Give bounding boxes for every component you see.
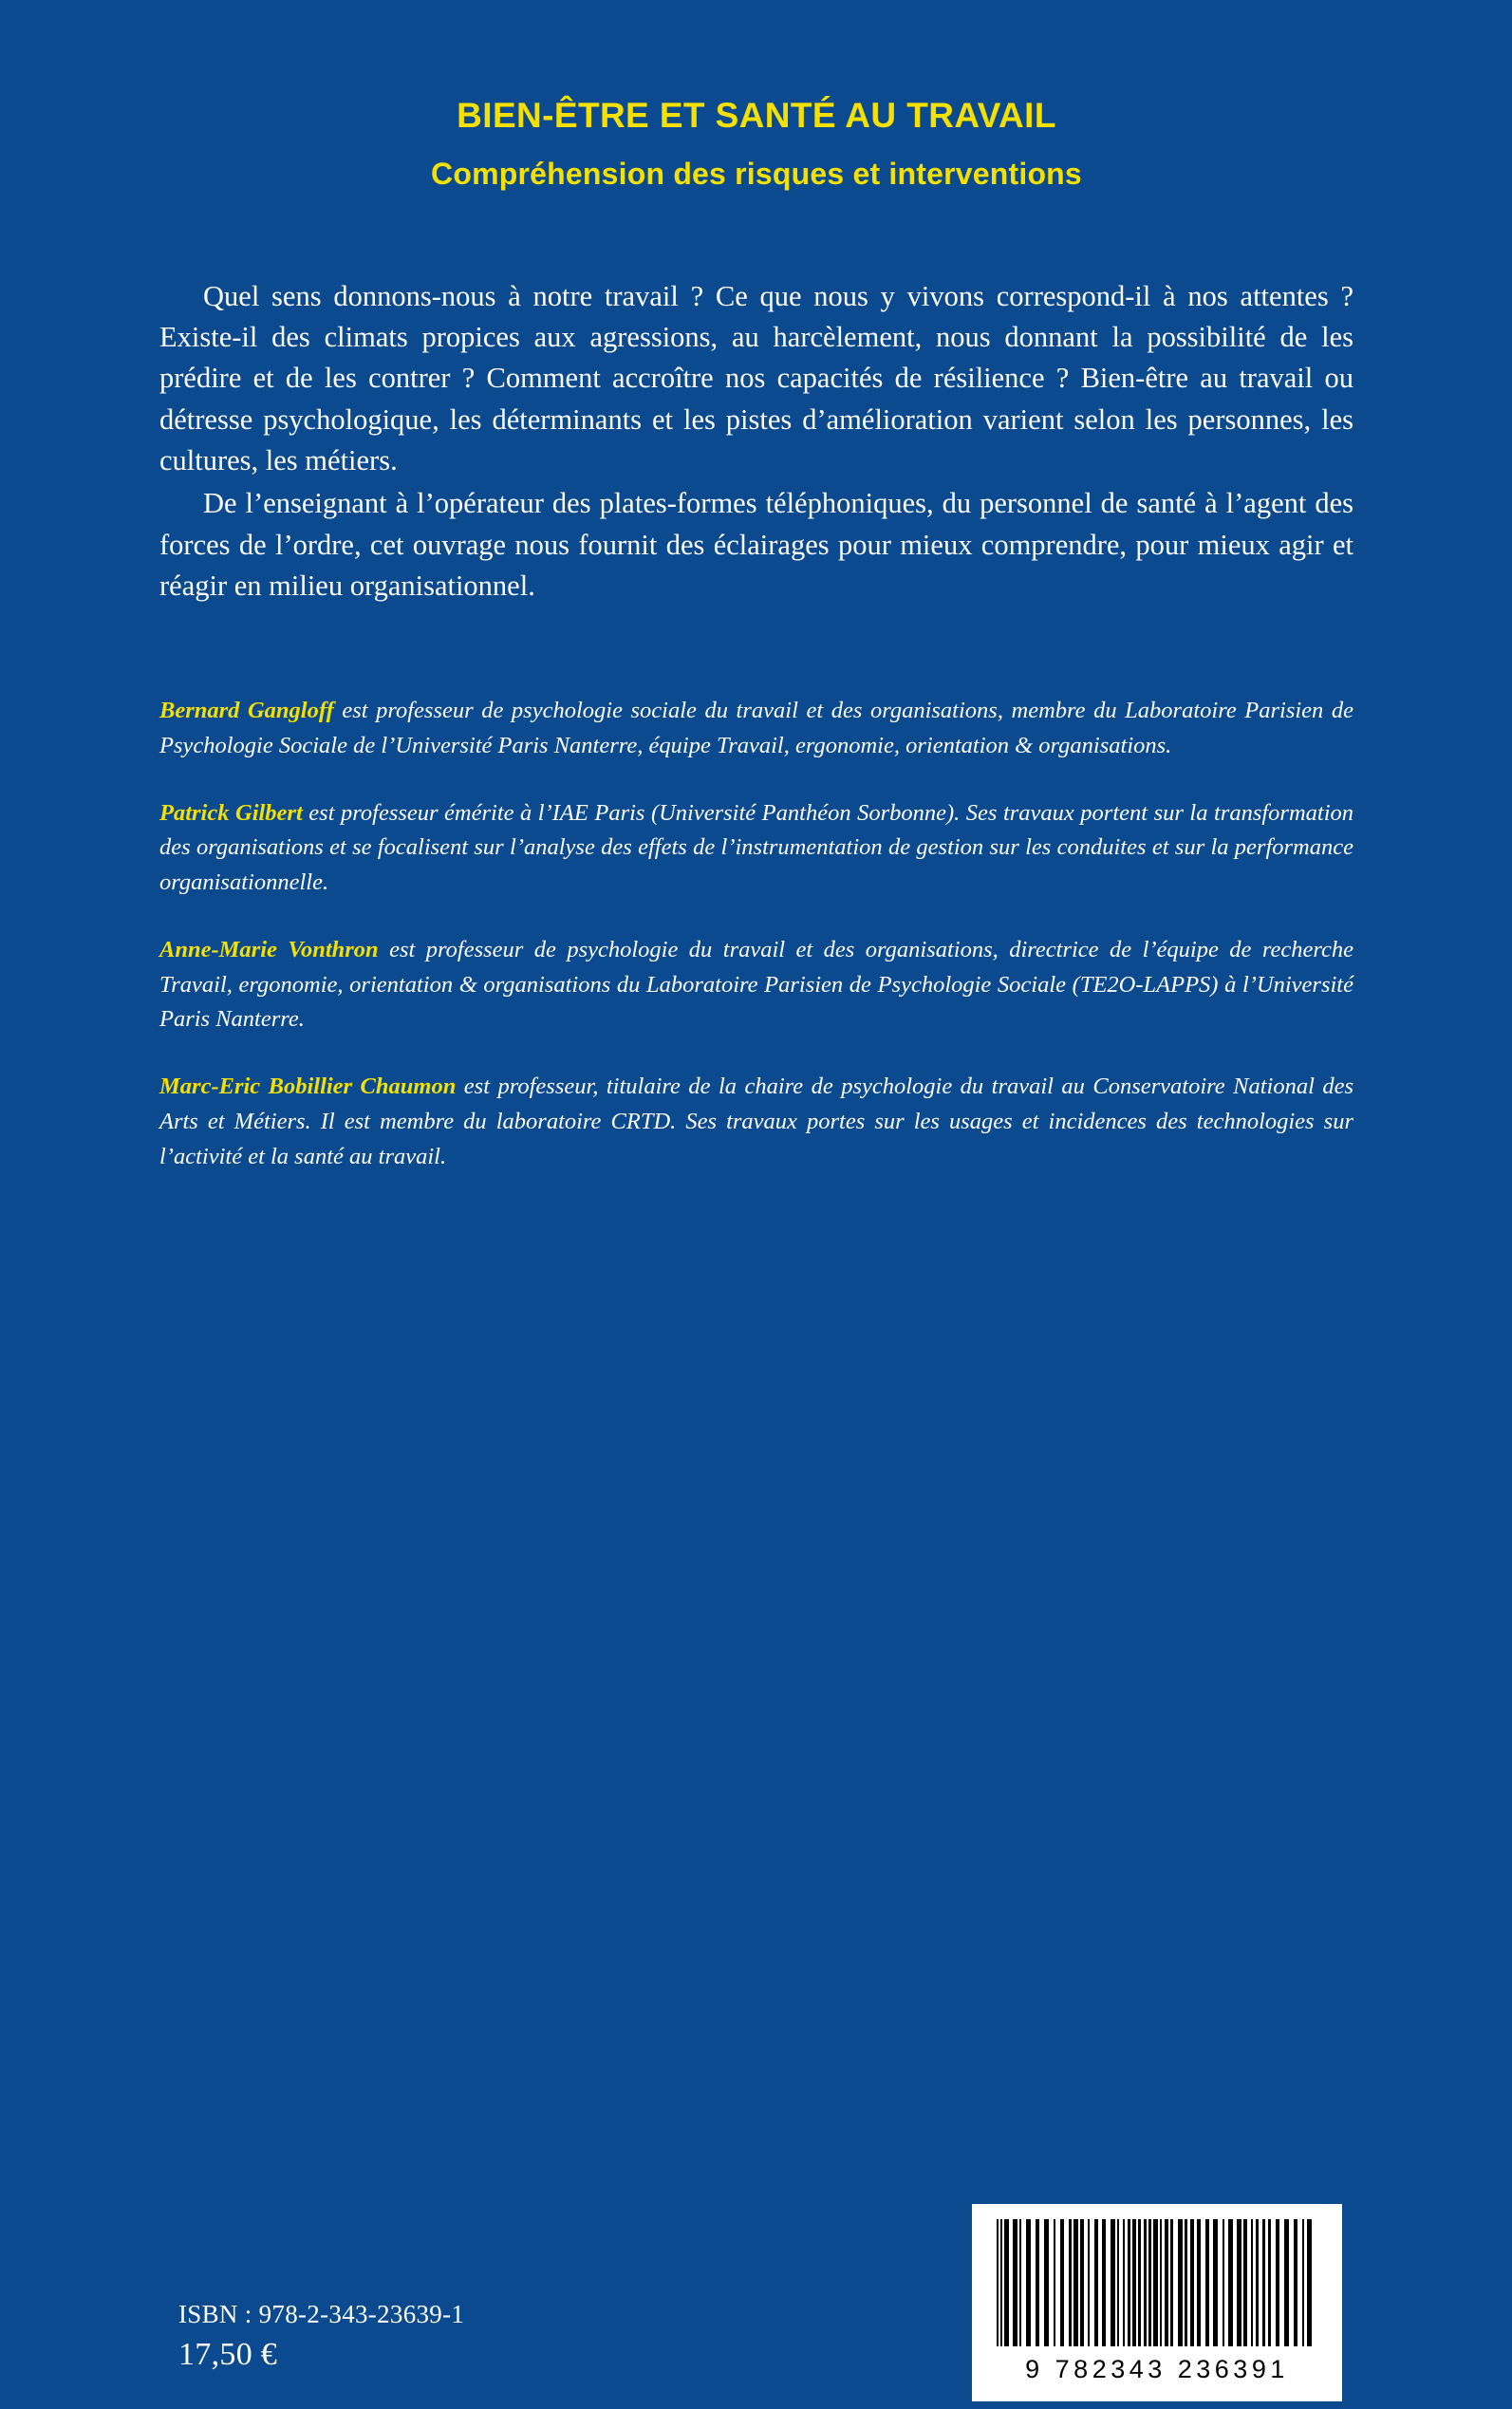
author-bios — [159, 694, 1353, 1174]
author-bio-text: est professeur de psychologie du travail et des organisations, directrice de l’équipe de recherche Travail, ergonomie, orientation & organisations du Laboratoire Parisien de Psychologie Sociale (TE2O-LAPPS) à l’Université Paris Nanterre. — [159, 936, 1353, 1033]
author-name: Bernard Gangloff — [159, 698, 334, 724]
page-subtitle: Compréhension des risques et interventions — [431, 157, 1082, 192]
author-bio — [159, 694, 1353, 764]
author-name: Patrick Gilbert — [159, 799, 303, 826]
author-bio-text: est professeur, titulaire de la chaire de psychologie du travail au Conservatoire National des Arts et Métiers. Il est membre du laboratoire CRTD. Ses travaux portes sur les usages et incidences des technologies sur l’activité et la santé au travail. — [159, 1074, 1353, 1169]
author-bio-text: est professeur de psychologie sociale du travail et des organisations, membre du Laboratoire Parisien de Psychologie Sociale de l’Université Paris Nanterre, équipe Travail, ergonomie, orientation & organisations. — [159, 698, 1353, 758]
cover-footer — [159, 2172, 1353, 2409]
blurb-text — [159, 276, 1353, 607]
barcode-bars — [997, 2219, 1317, 2346]
isbn-price-block — [178, 2297, 464, 2373]
author-bio — [159, 1070, 1353, 1174]
blurb-paragraph: Quel sens donnons-nous à notre travail ? Ce que nous y vivons correspond-il à nos attentes ? Existe-il des climats propices aux agressions, au harcèlement, nous donnant la possibilité de les prédire et de les contrer ? Comment accroître nos capacités de résilience ? Bien-être au travail ou détresse psychologique, les déterminants et les pistes d’amélioration varient selon les personnes, les cultures, les métiers. — [159, 279, 1353, 476]
author-bio-text: est professeur émérite à l’IAE Paris (Université Panthéon Sorbonne). Ses travaux portent sur la transformation des organisations et se focalisent sur l’analyse des effets de l’instrumentation de gestion sur les conduites et sur la performance organisationnelle. — [159, 799, 1353, 896]
cover-content — [159, 0, 1353, 2409]
page-title: BIEN-ÊTRE ET SANTÉ AU TRAVAIL — [457, 96, 1056, 135]
author-name: Anne-Marie Vonthron — [159, 936, 379, 962]
author-name: Marc-Eric Bobillier Chaumon — [159, 1074, 457, 1100]
author-bio — [159, 933, 1353, 1037]
barcode-digits: 9 782343 236391 — [1025, 2355, 1289, 2383]
title-block — [159, 0, 1353, 193]
isbn-text: ISBN : 978-2-343-23639-1 — [178, 2299, 465, 2328]
barcode — [972, 2204, 1342, 2401]
author-bio — [159, 796, 1353, 901]
price-text: 17,50 € — [178, 2337, 278, 2372]
blurb-paragraph: De l’enseignant à l’opérateur des plates-formes téléphoniques, du personnel de santé à l’agent des forces de l’ordre, cet ouvrage nous fournit des éclairages pour mieux comprendre, pour mieux agir et réagir en milieu organisationnel. — [159, 487, 1353, 602]
